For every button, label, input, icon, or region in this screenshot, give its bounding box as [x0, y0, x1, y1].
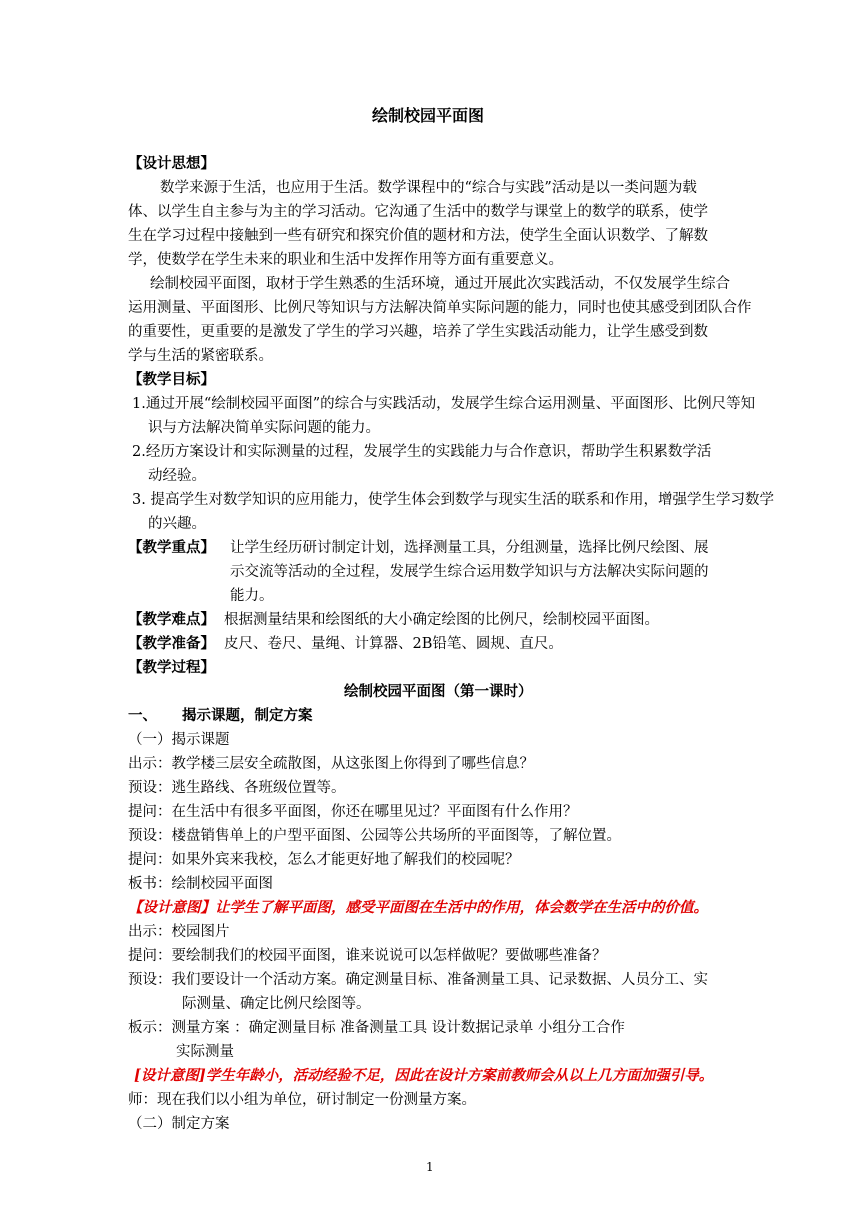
- goal-line: 的兴趣。: [148, 516, 206, 532]
- para-line: 运用测量、平面图形、比例尺等知识与方法解决简单实际问题的能力，同时也使其感受到团队合作: [128, 300, 752, 316]
- page-number: 1: [426, 1160, 434, 1174]
- para-line: 学与生活的紧密联系。: [128, 348, 273, 364]
- text-line: 提问：如果外宾来我校，怎么才能更好地了解我们的校园呢？: [128, 852, 520, 868]
- goal-line: 2.经历方案设计和实际测量的过程，发展学生的实践能力与合作意识，帮助学生积累数学活: [132, 444, 712, 460]
- design-intent-2: [设计意图]学生年龄小，活动经验不足，因此在设计方案前教师会从以上几方面加强引导。: [134, 1067, 714, 1084]
- text-line: 际测量、确定比例尺绘图等。: [182, 996, 371, 1012]
- text-line: 预设：我们要设计一个活动方案。确定测量目标、准备测量工具、记录数据、人员分工、实: [128, 972, 708, 988]
- lesson-title: 绘制校园平面图（第一课时）: [344, 683, 533, 700]
- text-line: 预设：楼盘销售单上的户型平面图、公园等公共场所的平面图等，了解位置。: [128, 828, 621, 844]
- text-line: 板书：绘制校园平面图: [128, 876, 273, 892]
- para-line: 学，使数学在学生未来的职业和生活中发挥作用等方面有重要意义。: [128, 252, 563, 268]
- text-line: （二）制定方案: [128, 1116, 230, 1132]
- goal-line: 3. 提高学生对数学知识的应用能力，使学生体会到数学与现实生活的联系和作用，增强学生学习数学: [132, 492, 774, 508]
- goal-line: 1.通过开展“绘制校园平面图”的综合与实践活动，发展学生综合运用测量、平面图形、比例尺等知: [132, 396, 756, 412]
- heading-process: 【教学过程】: [128, 659, 215, 676]
- heading-key-point: 【教学重点】: [128, 539, 215, 556]
- goal-line: 识与方法解决简单实际问题的能力。: [148, 420, 380, 436]
- text-line: 出示：教学楼三层安全疏散图，从这张图上你得到了哪些信息？: [128, 756, 534, 772]
- heading-preparation: 【教学准备】: [128, 635, 215, 652]
- key-point-line: 示交流等活动的全过程，发展学生综合运用数学知识与方法解决实际问题的: [230, 564, 709, 580]
- key-point-line: 让学生经历研讨制定计划，选择测量工具，分组测量，选择比例尺绘图、展: [230, 540, 709, 556]
- para-line: 生在学习过程中接触到一些有研究和探究价值的题材和方法，使学生全面认识数学、了解数: [128, 228, 708, 244]
- key-point-line: 能力。: [230, 588, 274, 604]
- difficulty-text: 根据测量结果和绘图纸的大小确定绘图的比例尺，绘制校园平面图。: [224, 612, 659, 628]
- text-line: 出示：校园图片: [128, 924, 230, 940]
- section-number: 一、: [128, 707, 157, 724]
- text-line: 板示：测量方案 ：确定测量目标 准备测量工具 设计数据记录单 小组分工合作: [128, 1020, 625, 1036]
- section-title: 揭示课题，制定方案: [182, 707, 313, 724]
- para-line: 的重要性，更重要的是激发了学生的学习兴趣，培养了学生实践活动能力，让学生感受到数: [128, 324, 708, 340]
- text-line: 实际测量: [176, 1044, 234, 1060]
- para-line: 绘制校园平面图，取材于学生熟悉的生活环境，通过开展此次实践活动，不仅发展学生综合: [150, 276, 730, 292]
- doc-title: 绘制校园平面图: [372, 106, 485, 125]
- text-line: 预设：逃生路线、各班级位置等。: [128, 780, 346, 796]
- goal-line: 动经验。: [148, 468, 206, 484]
- heading-goals: 【教学目标】: [128, 371, 215, 388]
- heading-design-idea: 【设计思想】: [128, 155, 215, 172]
- para-line: 数学来源于生活，也应用于生活。数学课程中的“综合与实践”活动是以一类问题为载: [160, 180, 697, 196]
- design-intent-1: 【设计意图】让学生了解平面图，感受平面图在生活中的作用，体会数学在生活中的价值。: [128, 899, 708, 916]
- text-line: 师：现在我们以小组为单位，研讨制定一份测量方案。: [128, 1092, 476, 1108]
- text-line: 提问：要绘制我们的校园平面图，谁来说说可以怎样做呢？要做哪些准备？: [128, 948, 607, 964]
- preparation-text: 皮尺、卷尺、量绳、计算器、2B铅笔、圆规、直尺。: [224, 636, 563, 652]
- text-line: 提问：在生活中有很多平面图，你还在哪里见过？平面图有什么作用？: [128, 804, 578, 820]
- text-line: （一）揭示课题: [128, 732, 230, 748]
- para-line: 体、以学生自主参与为主的学习活动。它沟通了生活中的数学与课堂上的数学的联系，使学: [128, 204, 708, 220]
- heading-difficulty: 【教学难点】: [128, 611, 215, 628]
